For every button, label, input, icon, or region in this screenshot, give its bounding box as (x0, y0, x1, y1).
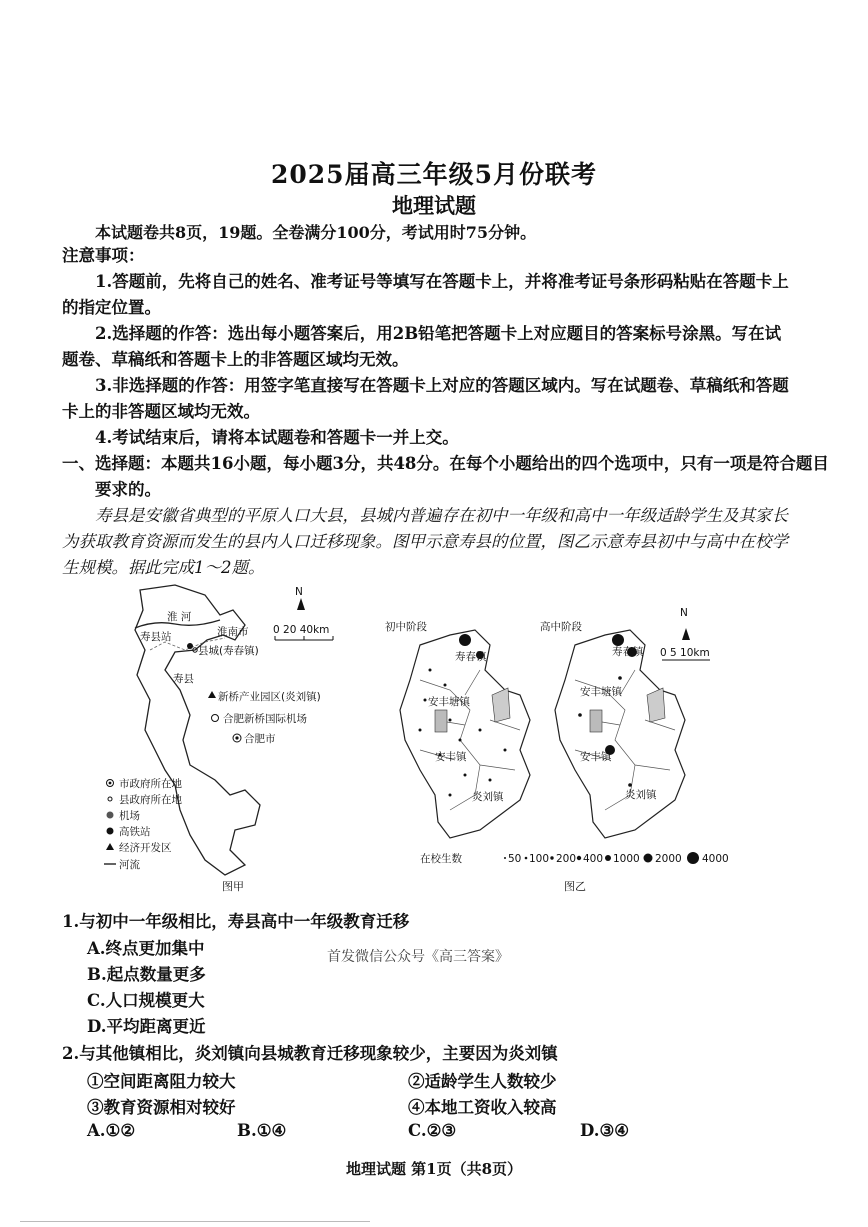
panel-senior-label: 高中阶段 (540, 621, 582, 633)
north-label-b: N (680, 607, 688, 619)
exam-info: 本试题卷共8页，19题。全卷满分100分，考试用时75分钟。 (95, 223, 537, 242)
q2-option-b: B.①④ (237, 1121, 287, 1140)
river-label: 淮 河 (167, 611, 192, 623)
q2-statement-2: ②适龄学生人数较少 (408, 1072, 557, 1091)
q2-statement-1: ①空间距离阻力较大 (87, 1072, 236, 1091)
anfengtang-label-right: 安丰塘镇 (580, 686, 622, 698)
anfengtang-label-left: 安丰塘镇 (428, 696, 470, 708)
legend-title-b: 在校生数 (420, 853, 462, 865)
q1-option-d: D.平均距离更近 (87, 1017, 206, 1036)
shouxian-station-icon (187, 643, 193, 649)
panel-junior-label: 初中阶段 (385, 621, 427, 633)
airport-icon (212, 715, 219, 722)
figure-a-map (95, 580, 370, 890)
legend-value-1000: 1000 (613, 853, 640, 865)
legend-county: 县政府所在地 (119, 794, 182, 806)
notice-item-1: 1.答题前，先将自己的姓名、准考证号等填写在答题卡上，并将准考证号条形码粘贴在答题卡上的指定位置。 (62, 272, 789, 317)
anfeng-label-left: 安丰镇 (435, 751, 467, 763)
q2-option-d: D.③④ (580, 1121, 630, 1140)
yanliu-label-right: 炎刘镇 (625, 789, 657, 801)
legend-value-100: 100 (529, 853, 550, 865)
yanliu-label-left: 炎刘镇 (472, 791, 504, 803)
watermark: 首发微信公众号《高三答案》 (327, 949, 509, 965)
q2-statement-4: ④本地工资收入较高 (408, 1098, 557, 1117)
legend-value-2000: 2000 (655, 853, 682, 865)
section-heading: 一、选择题：本题共16小题，每小题3分，共48分。在每个小题给出的四个选项中，只有一项是符合题目要求的。 (62, 454, 829, 499)
huainan-label: 淮南市 (217, 626, 249, 638)
station-label: 寿县站 (140, 631, 172, 643)
legend-river: 河流 (119, 859, 140, 871)
zone-icon (208, 691, 216, 698)
north-arrow-icon-b (682, 628, 690, 640)
north-label: N (295, 586, 303, 598)
notice-item-4: 4.考试结束后，请将本试题卷和答题卡一并上交。 (95, 428, 459, 447)
q2-option-c: C.②③ (408, 1121, 457, 1140)
anfeng-label-right: 安丰镇 (580, 751, 612, 763)
shouxian-label: 寿县 (173, 673, 194, 685)
shouchun-label-left: 寿春镇 (455, 651, 487, 663)
notice-heading: 注意事项： (62, 246, 145, 265)
north-arrow-icon (297, 598, 305, 610)
scale-label: 0 20 40km (273, 624, 330, 636)
q1-option-b: B.起点数量更多 (87, 965, 206, 984)
bottom-divider (20, 1221, 370, 1222)
hefei-icon (235, 736, 238, 739)
notice-item-2: 2.选择题的作答：选出每小题答案后，用2B铅笔把答题卡上对应题目的答案标号涂黑。写在试题卷、草稿纸和答题卡上的非答题区域均无效。 (62, 324, 782, 369)
page-footer: 地理试题 第1页（共8页） (345, 1160, 523, 1178)
page-title: 2025届高三年级5月份联考 (271, 160, 597, 189)
legend-value-200: 200 (556, 853, 577, 865)
q1-option-c: C.人口规模更大 (87, 991, 205, 1010)
q2-option-a: A.①② (87, 1121, 136, 1140)
notice-item-3: 3.非选择题的作答：用签字笔直接写在答题卡上对应的答题区域内。写在试题卷、草稿纸和答题卡上的非答题区域均无效。 (62, 376, 789, 421)
legend-value-400: 400 (583, 853, 604, 865)
hefei-label: 合肥市 (244, 733, 276, 745)
legend-zone: 经济开发区 (119, 842, 172, 854)
q2-statement-3: ③教育资源相对较好 (87, 1098, 236, 1117)
legend-airport: 机场 (119, 810, 140, 822)
legend-value-4000: 4000 (702, 853, 729, 865)
scale-label-b: 0 5 10km (660, 647, 710, 659)
exam-subject: 地理试题 (392, 193, 476, 218)
q1-option-a: A.终点更加集中 (87, 939, 205, 958)
question-passage: 寿县是安徽省典型的平原人口大县，县城内普遍存在初中一年级和高中一年级适龄学生及其家长为获取教育资源而发生的县内人口迁移现象。图甲示意寿县的位置，图乙示意寿县初中与高中在校学生规模。据此完成1～2题。 (62, 506, 788, 577)
question-1-stem: 1.与初中一年级相比，寿县高中一年级教育迁移 (62, 912, 410, 931)
airport-label: 合肥新桥国际机场 (223, 713, 307, 725)
legend-city: 市政府所在地 (119, 778, 182, 790)
shouchun-label-right: 寿春镇 (612, 646, 644, 658)
question-2-stem: 2.与其他镇相比，炎刘镇向县城教育迁移现象较少，主要因为炎刘镇 (62, 1044, 558, 1063)
county-town-label: 县城(寿春镇) (198, 645, 259, 657)
figure-b-map (380, 600, 780, 870)
xinqiao-label: 新桥产业园区(炎刘镇) (218, 691, 321, 703)
figure-b-caption: 图乙 (564, 880, 586, 893)
legend-value-50: 50 (508, 853, 522, 865)
figure-a-caption: 图甲 (222, 880, 244, 893)
legend-rail: 高铁站 (119, 826, 151, 838)
